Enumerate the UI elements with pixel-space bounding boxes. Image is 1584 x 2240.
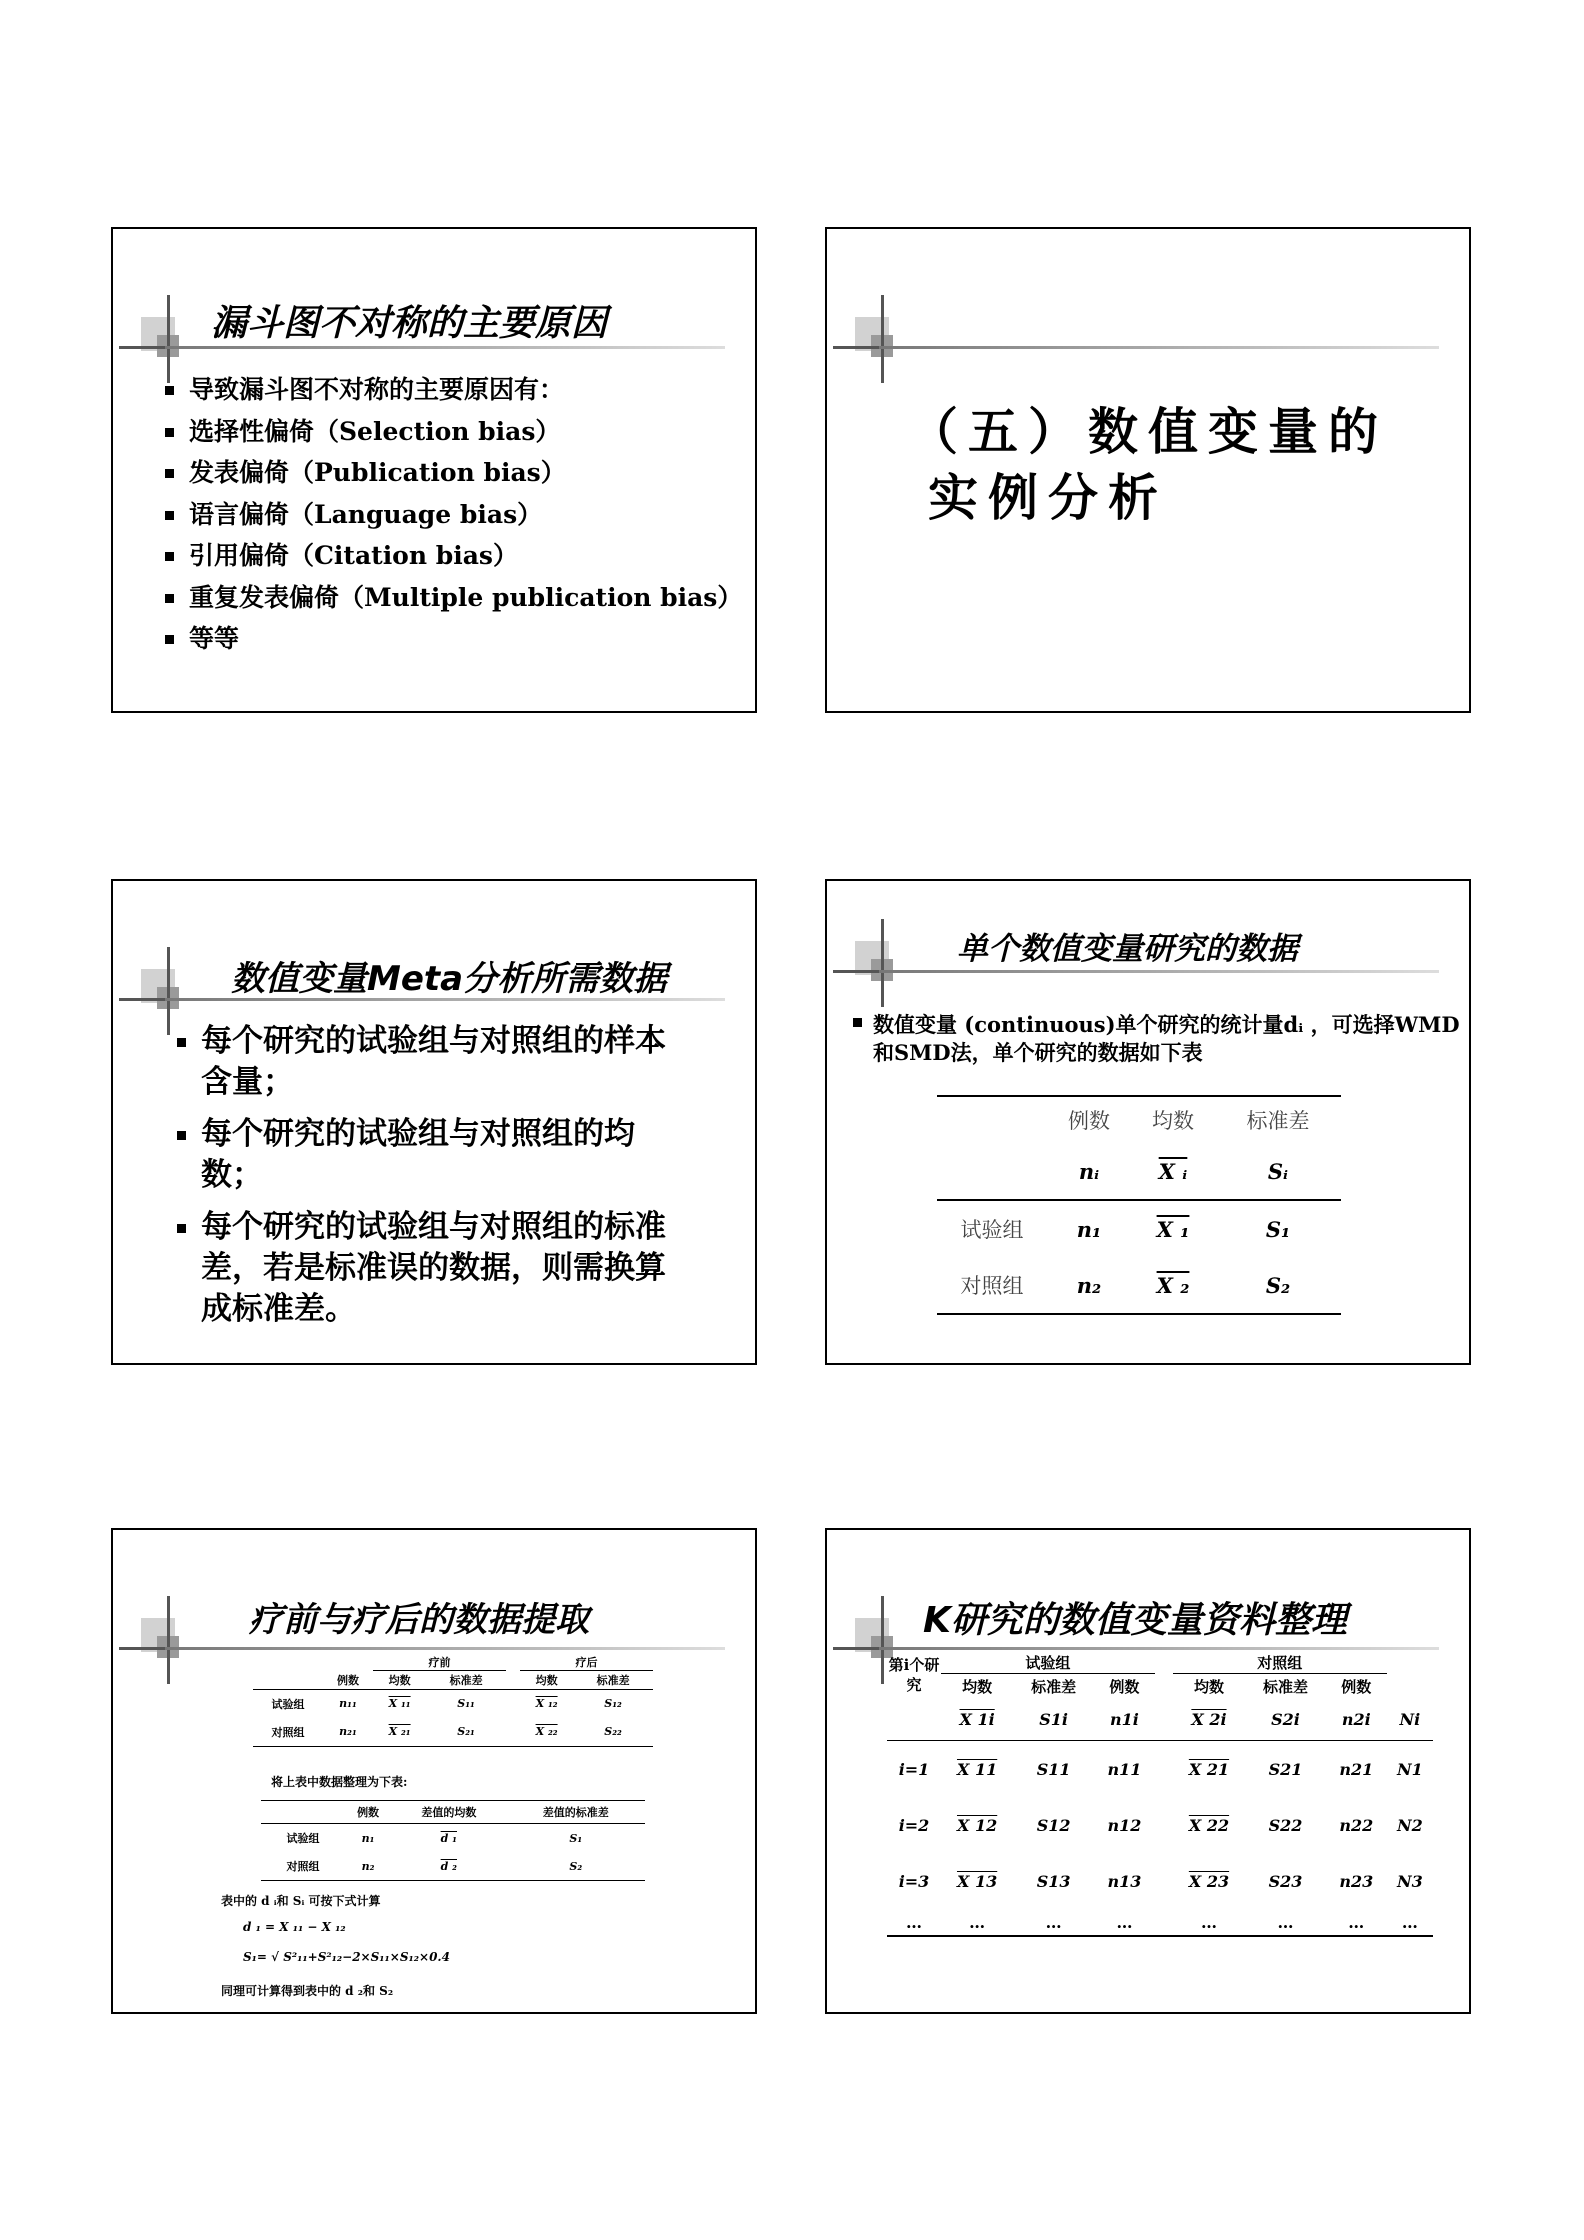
cell-diff-sd: S₁ [569,1831,583,1845]
cell-n: n₂ [1076,1272,1102,1298]
cell: n13 [1107,1871,1142,1891]
col-header: 标准差 [1031,1677,1077,1696]
slide-pre-post-extraction [111,1528,757,2014]
cell-n: n₁ [1076,1216,1102,1242]
cell-n: n₁₁ [339,1697,357,1710]
cell: X 12 [956,1815,998,1835]
symbol-cell: S2i [1271,1709,1300,1729]
row-label: 试验组 [271,1697,305,1711]
cell: n21 [1339,1759,1374,1779]
row-label: 对照组 [286,1860,320,1873]
row-label: 对照组 [271,1725,305,1739]
list-item: 引用偏倚（Citation bias） [163,535,742,577]
bullet-icon [853,1018,862,1027]
group-before: 疗前 [373,1654,506,1671]
table-row [261,1824,645,1853]
row-index: i=3 [898,1871,930,1891]
col-diff-sd-header: 差值的标准差 [542,1806,609,1819]
cell: S21 [1268,1759,1303,1779]
cell: … [1348,1912,1365,1932]
list-item: 重复发表偏倚（Multiple publication bias） [163,577,742,619]
cell: N2 [1396,1815,1423,1835]
list-item: 语言偏倚（Language bias） [163,494,742,536]
slide-k-studies [825,1528,1471,2014]
difference-table [261,1800,645,1881]
cell: X 23 [1188,1871,1230,1891]
cell: … [1200,1912,1217,1932]
title-rule [879,970,1439,973]
symbol-cell: S1i [1039,1709,1068,1729]
symbol-cell: Ni [1399,1709,1421,1729]
row-index: … [906,1912,922,1932]
symbol-cell: X 2i [1191,1709,1227,1729]
list-item: 等等 [163,618,742,660]
cell: n23 [1339,1871,1374,1891]
cell-sd: S₁₁ [457,1697,475,1710]
col-header: 例数 [1109,1677,1140,1696]
slide-section-title [825,227,1471,713]
formula-diff-sd: S₁= √ S²₁₁+S²₁₂−2×S₁₁×S₁₂×0.4 [243,1950,450,1964]
list-item: 每个研究的试验组与对照组的标准差，若是标准误的数据，则需换算成标准差。 [175,1207,675,1330]
cell: X 22 [1188,1815,1230,1835]
cell: S22 [1268,1815,1303,1835]
note-formula-intro: 表中的 d ᵢ和 Sᵢ 可按下式计算 [221,1894,381,1908]
note-similarly: 同理可计算得到表中的 d ₂和 S₂ [221,1984,394,1998]
col-header: 均数 [962,1677,993,1696]
col-header: 例数 [1341,1677,1372,1696]
cell-n: n₁ [361,1831,375,1845]
col-n-header: 例数 [1068,1109,1110,1133]
cell: … [969,1912,986,1932]
title-rule [165,346,725,349]
list-item: 发表偏倚（Publication bias） [163,452,742,494]
slide-single-study-data [825,879,1471,1365]
row-header: 第i个研究 [888,1656,940,1694]
bullet-text: 数值变量 (continuous)单个研究的统计量dᵢ ，可选择WMD和SMD法，单个研究的数据如下表 [873,1012,1460,1065]
cell-sd: S₂₂ [604,1725,622,1738]
table-row [887,1853,1433,1909]
col-sd-header: 标准差 [1246,1109,1310,1133]
bullet-list [175,1021,675,1341]
pre-post-table [253,1654,653,1747]
row-label: 对照组 [960,1274,1024,1298]
cross-ornament-icon [833,919,923,1009]
row-label: 试验组 [960,1218,1024,1242]
row-label: 试验组 [286,1832,320,1845]
section-title-line-2: 实例分析 [928,468,1168,527]
title-rule [879,346,1439,349]
col-n-header: 例数 [337,1673,359,1687]
slide-title: 疗前与疗后的数据提取 [249,1600,589,1640]
group-after: 疗后 [520,1654,653,1671]
k-studies-table [887,1652,1433,1937]
section-title-line-1: （五）数值变量的 [908,402,1388,461]
col-diff-mean-header: 差值的均数 [421,1806,477,1819]
slide-title: 漏斗图不对称的主要原因 [211,303,608,344]
bullet-list [163,369,742,660]
cell: X 21 [1188,1759,1230,1779]
col-header: 均数 [1193,1677,1224,1696]
table-row [261,1852,645,1881]
table-row [887,1741,1433,1798]
group-experimental: 试验组 [941,1652,1155,1674]
cell: S11 [1036,1759,1071,1779]
table-row [253,1718,653,1747]
list-item: 每个研究的试验组与对照组的均数； [175,1114,675,1196]
cell: … [1401,1912,1418,1932]
symbol-n: nᵢ [1078,1158,1100,1184]
cell: X 13 [956,1871,998,1891]
table-row [937,1200,1341,1257]
cell-diff-mean: d ₁ [440,1831,457,1845]
title-rule [879,1647,1439,1650]
slide-title: K研究的数值变量资料整理 [923,1600,1347,1641]
cell-n: n₂ [361,1859,375,1873]
cross-ornament-icon [833,295,923,385]
cell: … [1277,1912,1294,1932]
formula-diff-mean: d ₁ = X ₁₁ − X ₁₂ [243,1920,346,1934]
cell-sd: S₁ [1265,1216,1291,1242]
cell-sd: S₂ [1265,1272,1291,1298]
cell: n11 [1107,1759,1142,1779]
slide-required-data [111,879,757,1365]
symbol-cell: n1i [1110,1709,1139,1729]
symbol-cell: X 1i [959,1709,995,1729]
slide-funnel-asymmetry [111,227,757,713]
col-mean-header: 均数 [535,1673,558,1687]
list-item: 选择性偏倚（Selection bias） [163,411,742,453]
table-row [937,1257,1341,1314]
slide-title: 单个数值变量研究的数据 [957,931,1298,967]
cell: … [1116,1912,1133,1932]
slide-title: 数值变量Meta分析所需数据 [231,959,668,999]
cell: S23 [1268,1871,1303,1891]
cell-diff-mean: d ₂ [440,1859,457,1873]
slide-bullet [853,1011,1463,1067]
cell-sd: S₂₁ [457,1725,475,1738]
cell-mean: X ₂ [1156,1272,1190,1298]
cell: n12 [1107,1815,1142,1835]
cell-mean: X ₁₂ [535,1697,558,1710]
cell-diff-sd: S₂ [569,1859,583,1873]
cell: … [1045,1912,1062,1932]
table-row [253,1689,653,1718]
symbol-cell: n2i [1341,1709,1371,1729]
single-study-table [937,1095,1341,1315]
col-sd-header: 标准差 [449,1673,483,1687]
cross-ornament-icon [119,1596,209,1686]
cell-mean: X ₂₁ [388,1725,411,1738]
symbol-mean: X ᵢ [1158,1158,1188,1184]
row-index: i=2 [898,1815,930,1835]
symbol-sd: Sᵢ [1267,1158,1289,1184]
col-header: 标准差 [1262,1677,1308,1696]
list-item: 导致漏斗图不对称的主要原因有： [163,369,742,411]
cell-sd: S₁₂ [604,1697,622,1710]
cell: S13 [1036,1871,1071,1891]
cell: N1 [1396,1759,1423,1779]
cell-mean: X ₁ [1156,1216,1190,1242]
cell-mean: X ₂₂ [535,1725,558,1738]
row-index: i=1 [898,1759,930,1779]
cell-n: n₂₁ [339,1725,357,1738]
col-n-header: 例数 [357,1806,380,1819]
title-rule [165,1647,725,1650]
cell: N3 [1396,1871,1423,1891]
cell-mean: X ₁₁ [388,1697,411,1710]
col-sd-header: 标准差 [596,1673,630,1687]
table-row [887,1797,1433,1853]
cell: X 11 [956,1759,998,1779]
note-reorganize: 将上表中数据整理为下表: [271,1775,408,1789]
cell: n22 [1339,1815,1374,1835]
list-item: 每个研究的试验组与对照组的样本含量； [175,1021,675,1103]
group-control: 对照组 [1173,1652,1387,1674]
table-row [887,1909,1433,1936]
col-mean-header: 均数 [388,1673,411,1687]
col-mean-header: 均数 [1152,1109,1194,1133]
cell: S12 [1036,1815,1071,1835]
